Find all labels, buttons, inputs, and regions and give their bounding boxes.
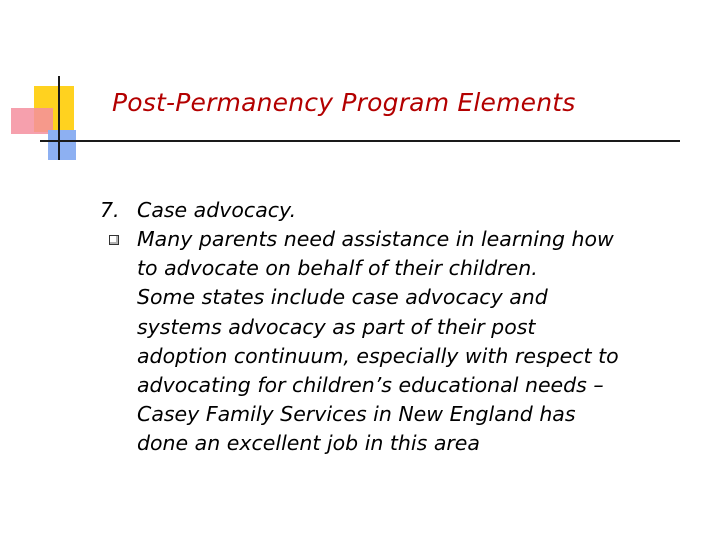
title-underline-rule: [40, 140, 680, 142]
bullet-line: done an excellent job in this area: [137, 431, 480, 456]
decorative-blue-square: [48, 130, 76, 160]
bullet-line: systems advocacy as part of their post: [137, 314, 536, 339]
bullet-line: Casey Family Services in New England has: [137, 402, 576, 427]
bullet-line: advocating for children’s educational needs –: [137, 373, 604, 398]
bullet-line: adoption continuum, especially with respect to: [137, 343, 619, 368]
hollow-square-bullet-icon: [109, 235, 119, 245]
decorative-vertical-rule: [58, 76, 60, 160]
item-number: 7.: [100, 198, 120, 222]
item-heading: Case advocacy.: [137, 198, 297, 222]
bullet-line: Many parents need assistance in learning how: [137, 227, 614, 251]
slide-title: Post-Permanency Program Elements: [112, 88, 576, 117]
bullet-paragraph: [137, 225, 697, 459]
decorative-red-square: [11, 108, 53, 134]
bullet-line: to advocate on behalf of their children.: [137, 256, 538, 281]
bullet-line: Some states include case advocacy and: [137, 285, 548, 310]
numbered-item: [100, 196, 296, 225]
